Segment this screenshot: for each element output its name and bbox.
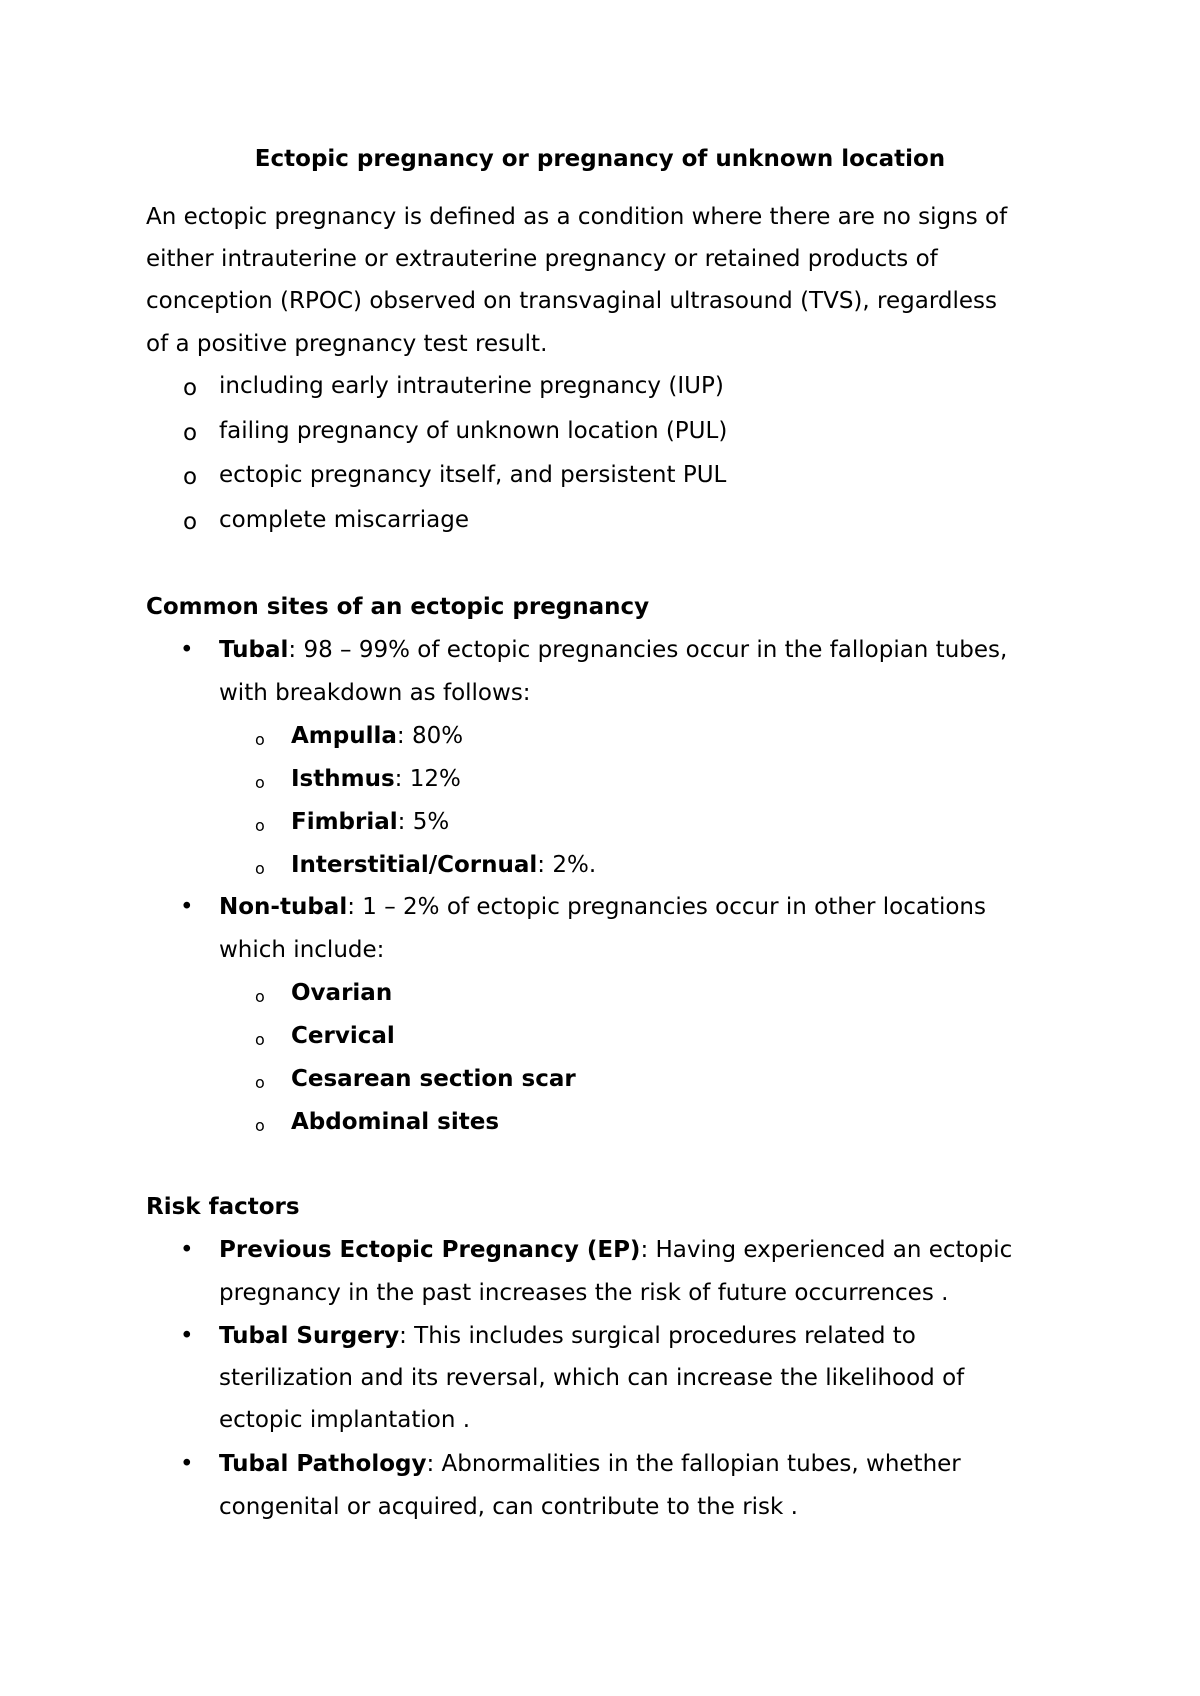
sub-list-marker: o xyxy=(255,1030,265,1049)
intro-list-item: failing pregnancy of unknown location (PUL) xyxy=(219,418,728,444)
sub-list-marker: o xyxy=(255,987,265,1006)
risk-item-line-1: Tubal Surgery: This includes surgical procedures related to xyxy=(219,1323,916,1349)
sub-list-marker: o xyxy=(255,1073,265,1092)
sub-list-marker: o xyxy=(255,730,265,749)
risk-item-line-3: ectopic implantation . xyxy=(219,1407,471,1433)
document-title: Ectopic pregnancy or pregnancy of unknown location xyxy=(254,146,946,172)
bullet-marker: • xyxy=(180,894,194,920)
tubal-label: Tubal xyxy=(219,637,289,663)
bullet-marker: • xyxy=(180,1451,194,1477)
tubal-item: Isthmus: 12% xyxy=(291,766,461,792)
intro-line-1: An ectopic pregnancy is defined as a condition where there are no signs of xyxy=(146,204,1008,230)
intro-line-3: conception (RPOC) observed on transvaginal ultrasound (TVS), regardless xyxy=(146,288,997,314)
risk-item-line-2: pregnancy in the past increases the risk of future occurrences . xyxy=(219,1280,949,1306)
nontubal-item: Cervical xyxy=(291,1023,395,1049)
nontubal-item: Abdominal sites xyxy=(291,1109,500,1135)
intro-list-item: including early intrauterine pregnancy (IUP) xyxy=(219,373,724,399)
sub-list-marker: o xyxy=(255,773,265,792)
nontubal-item: Cesarean section scar xyxy=(291,1066,576,1092)
list-marker: o xyxy=(183,420,198,446)
section-heading-risk: Risk factors xyxy=(146,1194,300,1220)
sub-list-marker: o xyxy=(255,859,265,878)
intro-line-2: either intrauterine or extrauterine pregnancy or retained products of xyxy=(146,246,938,272)
section-heading-sites: Common sites of an ectopic pregnancy xyxy=(146,594,650,620)
intro-list-item: complete miscarriage xyxy=(219,507,470,533)
nontubal-item: Ovarian xyxy=(291,980,393,1006)
bullet-marker: • xyxy=(180,637,194,663)
tubal-text: : 98 – 99% of ectopic pregnancies occur in the fallopian tubes, xyxy=(288,637,1008,663)
sub-list-marker: o xyxy=(255,1116,265,1135)
risk-item-line-2: congenital or acquired, can contribute to the risk . xyxy=(219,1494,798,1520)
tubal-item: Interstitial/Cornual: 2%. xyxy=(291,852,597,878)
nontubal-line-2: which include: xyxy=(219,937,385,963)
intro-list-item: ectopic pregnancy itself, and persistent PUL xyxy=(219,462,727,488)
tubal-line-1 xyxy=(219,636,1007,664)
bullet-marker: • xyxy=(180,1237,194,1263)
bullet-marker: • xyxy=(180,1323,194,1349)
nontubal-text: : 1 – 2% of ectopic pregnancies occur in other locations xyxy=(347,894,986,920)
intro-line-4: of a positive pregnancy test result. xyxy=(146,331,548,357)
tubal-item: Ampulla: 80% xyxy=(291,723,464,749)
list-marker: o xyxy=(183,509,198,535)
risk-item-line-1: Previous Ectopic Pregnancy (EP): Having experienced an ectopic xyxy=(219,1237,1013,1263)
list-marker: o xyxy=(183,375,198,401)
nontubal-line-1 xyxy=(219,893,986,921)
sub-list-marker: o xyxy=(255,816,265,835)
risk-item-line-1: Tubal Pathology: Abnormalities in the fallopian tubes, whether xyxy=(219,1451,961,1477)
tubal-item: Fimbrial: 5% xyxy=(291,809,450,835)
risk-item-line-2: sterilization and its reversal, which can increase the likelihood of xyxy=(219,1365,965,1391)
nontubal-label: Non-tubal xyxy=(219,894,348,920)
list-marker: o xyxy=(183,464,198,490)
tubal-line-2: with breakdown as follows: xyxy=(219,680,531,706)
